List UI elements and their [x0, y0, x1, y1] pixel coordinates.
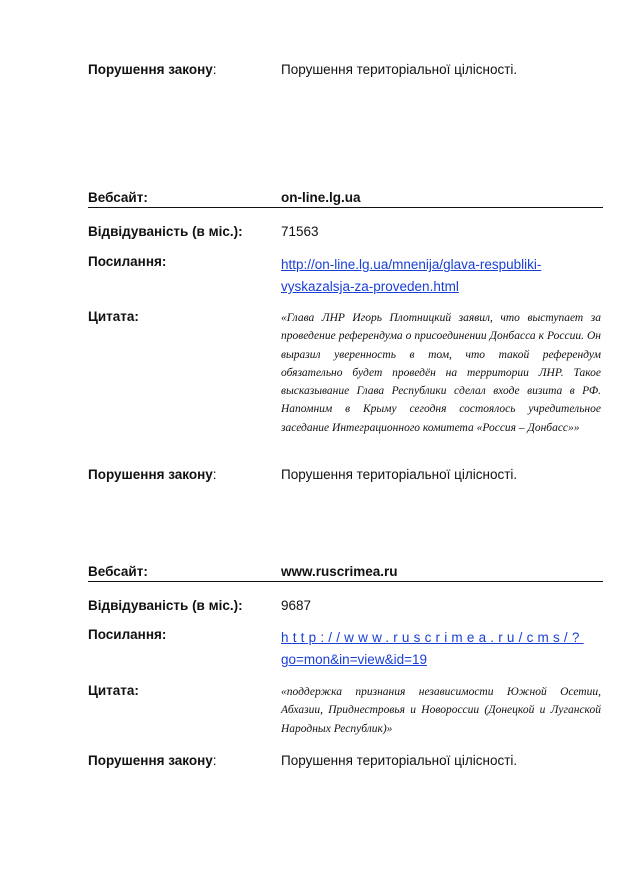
- violation-value: Порушення територіальної цілісності.: [281, 467, 518, 482]
- quote-label: Цитата:: [88, 309, 139, 324]
- traffic-value: 9687: [281, 598, 312, 613]
- website-label: Вебсайт:: [88, 564, 148, 579]
- violation-label: Порушення закону:: [88, 467, 217, 482]
- website-value: on-line.lg.ua: [281, 190, 361, 205]
- violation-label: Порушення закону:: [88, 753, 217, 768]
- link-label: Посилання:: [88, 627, 167, 642]
- website-header-2: [88, 564, 603, 584]
- link-value[interactable]: [281, 254, 601, 298]
- violation-value: Порушення територіальної цілісності.: [281, 753, 518, 768]
- link-line-2[interactable]: go=mon&in=view&id=19: [281, 652, 427, 667]
- header-underline: [88, 581, 603, 582]
- quote-text: «поддержка признания независимости Южной Осетии, Абхазии, Приднестровья и Новороссии (Донецкой и Луганской Народных Республик)»: [281, 686, 601, 735]
- link-label: Посилання:: [88, 254, 167, 269]
- quote-label: Цитата:: [88, 683, 139, 698]
- traffic-label: Відвідуваність (в міс.):: [88, 224, 243, 239]
- link-value[interactable]: [281, 627, 601, 671]
- website-value: www.ruscrimea.ru: [281, 564, 398, 579]
- website-label: Вебсайт:: [88, 190, 148, 205]
- quote-text: «Глава ЛНР Игорь Плотницкий заявил, что выступает за проведение референдума о присоединении Донбасса к России. Он выразил уверенность в том, что такой референдум обязательно будет проведён на территории ЛНР. Такое высказывание Глава Республики сделал входе визита в РФ. Напомним в Крыму сегодня состоялось учредительное заседание Интеграционного комитета «Россия – Донбасс»»: [281, 312, 601, 434]
- link-line-1[interactable]: http://on-line.lg.ua/mnenija/glava-respubliki-: [281, 257, 542, 272]
- violation-label: Порушення закону:: [88, 62, 217, 77]
- link-line-2[interactable]: vyskazalsja-za-proveden.html: [281, 279, 459, 294]
- link-line-1[interactable]: http://www.ruscrimea.ru/cms/?: [281, 630, 584, 645]
- traffic-label: Відвідуваність (в міс.):: [88, 598, 243, 613]
- website-header-1: [88, 190, 603, 210]
- header-underline: [88, 207, 603, 208]
- violation-value: Порушення територіальної цілісності.: [281, 62, 518, 77]
- traffic-value: 71563: [281, 224, 319, 239]
